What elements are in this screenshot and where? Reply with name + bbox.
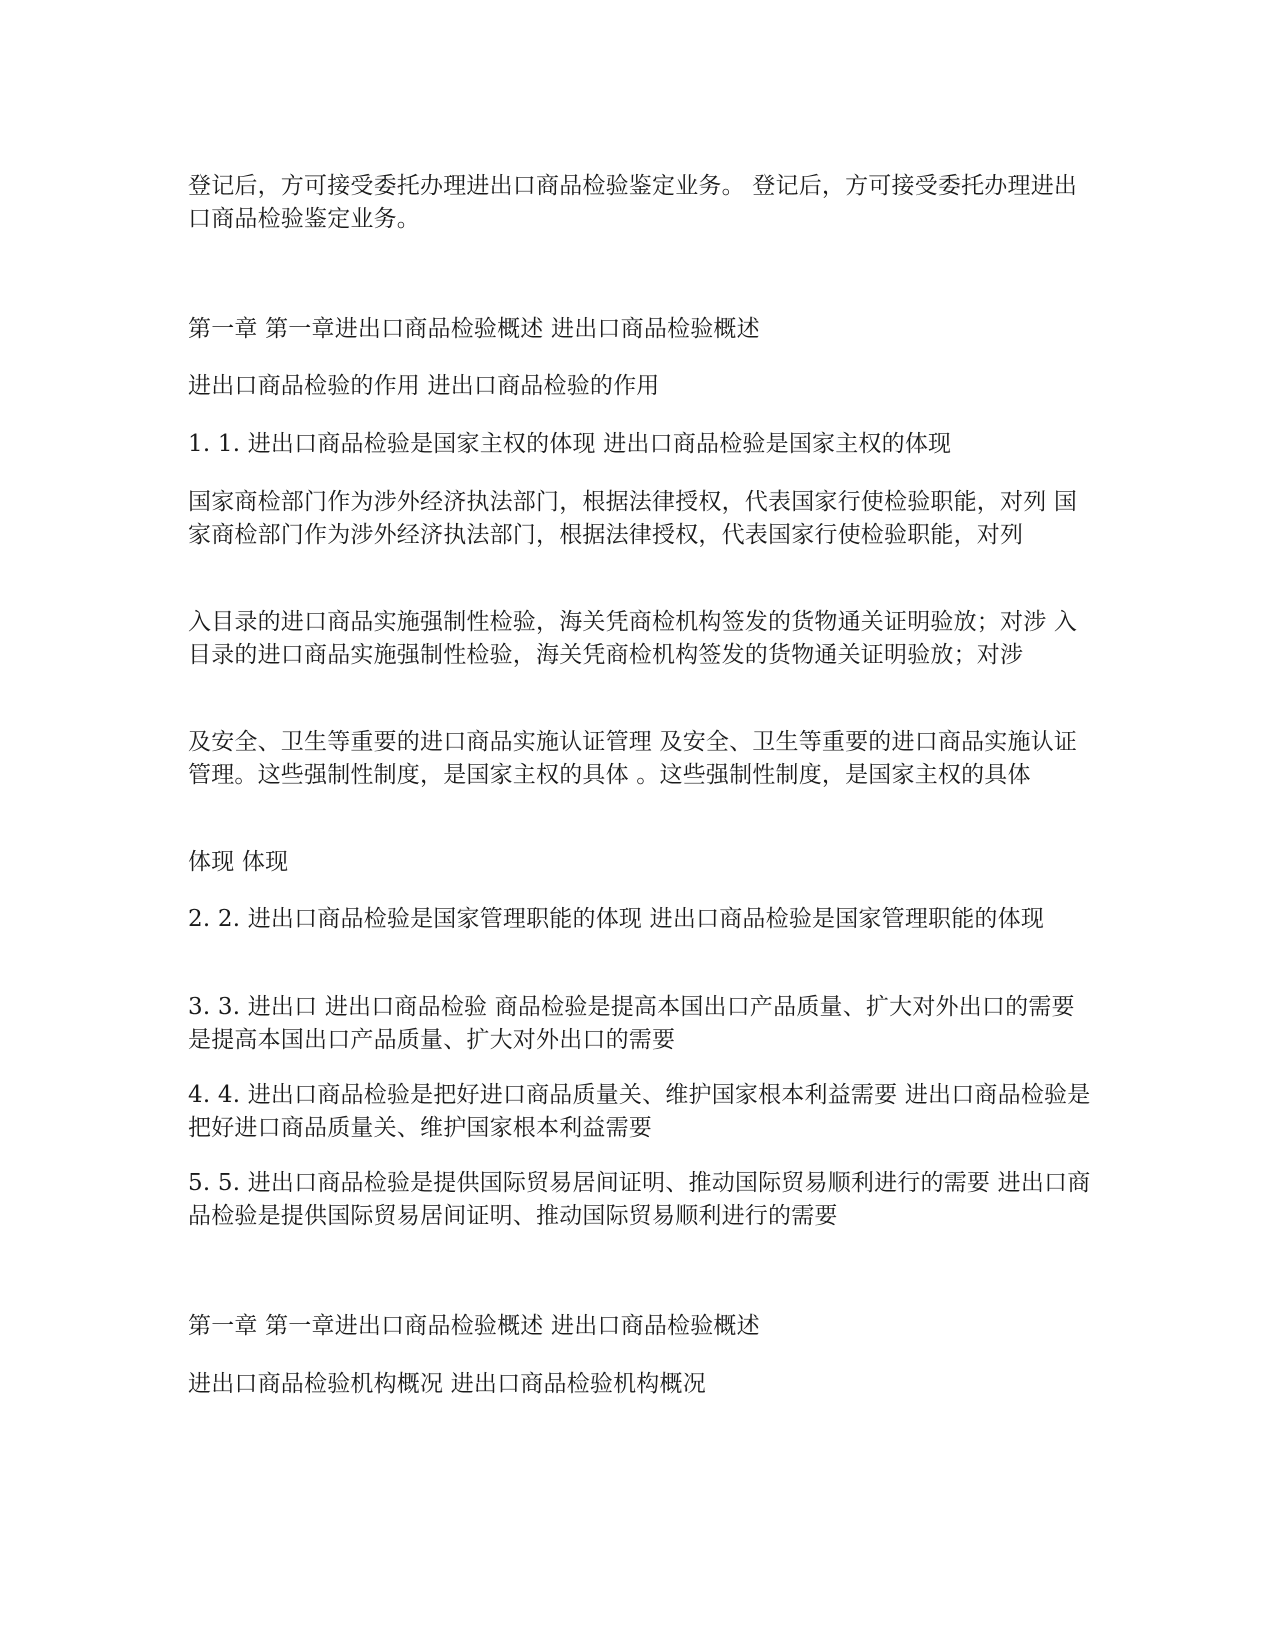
list-item-2: 2. 2. 进出口商品检验是国家管理职能的体现 进出口商品检验是国家管理职能的体现 <box>188 906 1045 932</box>
list-item-5: 5. 5. 进出口商品检验是提供国际贸易居间证明、推动国际贸易顺利进行的需要 进出口商品检验是提供国际贸易居间证明、推动国际贸易顺利进行的需要 <box>188 1170 1091 1229</box>
list-item-1: 1. 1. 进出口商品检验是国家主权的体现 进出口商品检验是国家主权的体现 <box>188 431 952 457</box>
paragraph-registration: 登记后，方可接受委托办理进出口商品检验鉴定业务。 登记后，方可接受委托办理进出口商品检验鉴定业务。 <box>188 173 1078 232</box>
section-heading-agencies: 进出口商品检验机构概况 进出口商品检验机构概况 <box>188 1371 706 1397</box>
paragraph-authority: 国家商检部门作为涉外经济执法部门，根据法律授权，代表国家行使检验职能，对列 国家商检部门作为涉外经济执法部门，根据法律授权，代表国家行使检验职能，对列 <box>188 489 1078 548</box>
list-item-4: 4. 4. 进出口商品检验是把好进口商品质量关、维护国家根本利益需要 进出口商品检验是把好进口商品质量关、维护国家根本利益需要 <box>188 1082 1091 1141</box>
chapter-heading: 第一章 第一章进出口商品检验概述 进出口商品检验概述 <box>188 316 760 342</box>
paragraph-inspection: 入目录的进口商品实施强制性检验，海关凭商检机构签发的货物通关证明验放；对涉 入目录的进口商品实施强制性检验，海关凭商检机构签发的货物通关证明验放；对涉 <box>188 609 1078 668</box>
paragraph-certification: 及安全、卫生等重要的进口商品实施认证管理 及安全、卫生等重要的进口商品实施认证管理。这些强制性制度，是国家主权的具体 。这些强制性制度，是国家主权的具体 <box>188 729 1078 788</box>
paragraph-embodiment: 体现 体现 <box>188 849 289 875</box>
list-item-3: 3. 3. 进出口 进出口商品检验 商品检验是提高本国出口产品质量、扩大对外出口的需要 是提高本国出口产品质量、扩大对外出口的需要 <box>188 994 1075 1053</box>
section-heading-role: 进出口商品检验的作用 进出口商品检验的作用 <box>188 373 660 399</box>
chapter-heading-repeat: 第一章 第一章进出口商品检验概述 进出口商品检验概述 <box>188 1313 760 1339</box>
